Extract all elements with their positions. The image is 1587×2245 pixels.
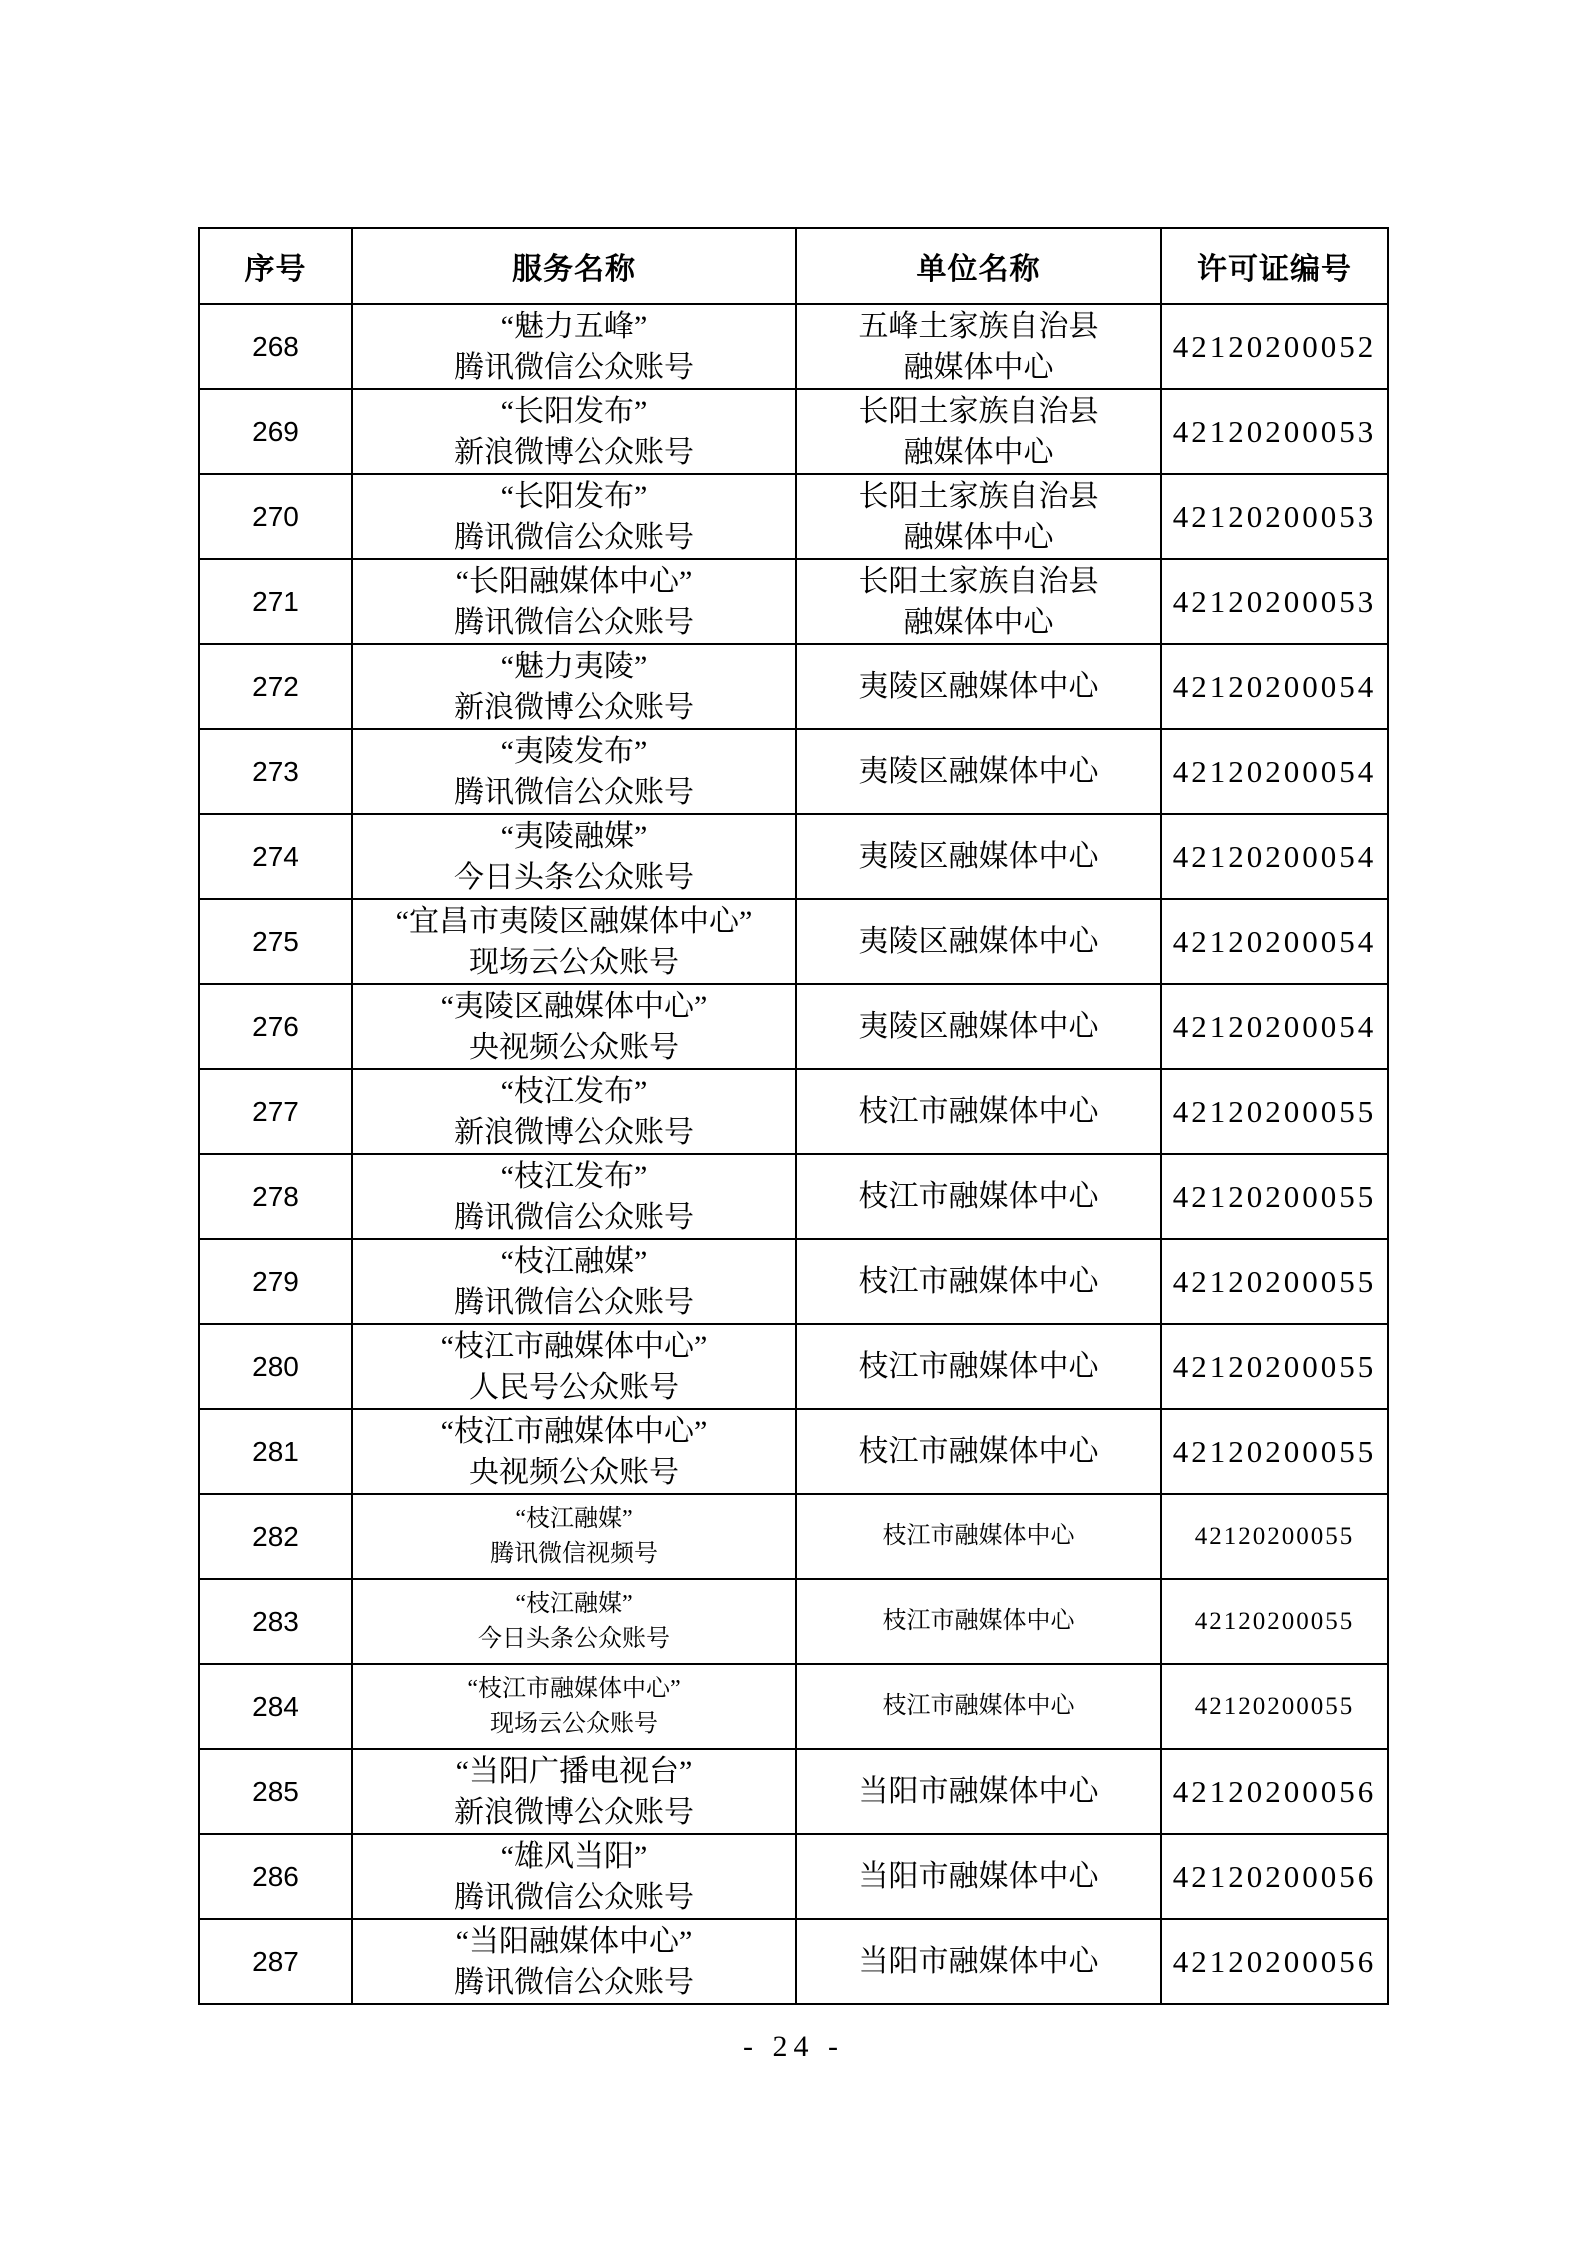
unit-cell [796, 389, 1161, 474]
service-type-line: 腾讯微信视频号 [490, 1540, 658, 1567]
unit-name-line: 枝江市融媒体中心 [882, 1693, 1075, 1719]
license-cell: 42120200055 [1161, 1239, 1388, 1324]
service-cell [352, 899, 796, 984]
service-type-line: 人民号公众账号 [469, 1370, 679, 1404]
service-name-line: “枝江市融媒体中心” [440, 1329, 708, 1363]
unit-name-line: 枝江市融媒体中心 [858, 1095, 1099, 1128]
serial-cell: 277 [199, 1069, 352, 1154]
service-cell [352, 1579, 796, 1664]
service-name-line: “夷陵区融媒体中心” [440, 989, 708, 1023]
table-row [199, 1409, 1388, 1494]
unit-name-line: 夷陵区融媒体中心 [858, 925, 1099, 958]
license-cell: 42120200054 [1161, 814, 1388, 899]
serial-cell: 284 [199, 1664, 352, 1749]
serial-cell: 279 [199, 1239, 352, 1324]
service-type-line: 现场云公众账号 [469, 945, 679, 979]
header-row [199, 228, 1388, 304]
service-type-line: 腾讯微信公众账号 [454, 605, 694, 639]
unit-cell [796, 304, 1161, 389]
service-cell [352, 729, 796, 814]
service-name-line: “宜昌市夷陵区融媒体中心” [395, 904, 753, 938]
license-cell: 42120200054 [1161, 644, 1388, 729]
unit-name-line: 当阳市融媒体中心 [858, 1860, 1099, 1893]
service-cell [352, 1154, 796, 1239]
unit-cell [796, 1494, 1161, 1579]
unit-name-line: 当阳市融媒体中心 [858, 1775, 1099, 1808]
license-table [198, 227, 1389, 2005]
serial-cell: 281 [199, 1409, 352, 1494]
table-row [199, 729, 1388, 814]
unit-name-line: 融媒体中心 [903, 520, 1054, 554]
unit-name-line: 枝江市融媒体中心 [882, 1608, 1075, 1634]
service-cell [352, 1069, 796, 1154]
serial-cell: 272 [199, 644, 352, 729]
license-cell: 42120200052 [1161, 304, 1388, 389]
serial-cell: 278 [199, 1154, 352, 1239]
unit-name-line: 融媒体中心 [903, 435, 1054, 469]
serial-cell: 270 [199, 474, 352, 559]
service-type-line: 现场云公众账号 [490, 1710, 658, 1737]
unit-cell [796, 1154, 1161, 1239]
unit-name-line: 枝江市融媒体中心 [858, 1435, 1099, 1468]
service-cell [352, 1324, 796, 1409]
service-name-line: “枝江融媒” [515, 1590, 633, 1617]
table-row [199, 1749, 1388, 1834]
table-row [199, 1579, 1388, 1664]
unit-cell [796, 1239, 1161, 1324]
license-cell: 42120200055 [1161, 1324, 1388, 1409]
license-cell: 42120200054 [1161, 984, 1388, 1069]
table-row [199, 1834, 1388, 1919]
license-cell: 42120200055 [1161, 1664, 1388, 1749]
service-type-line: 新浪微博公众账号 [454, 1795, 694, 1829]
table-row [199, 984, 1388, 1069]
table-row [199, 899, 1388, 984]
unit-cell [796, 1834, 1161, 1919]
license-cell: 42120200056 [1161, 1834, 1388, 1919]
service-type-line: 央视频公众账号 [469, 1455, 679, 1489]
unit-cell [796, 899, 1161, 984]
unit-name-line: 夷陵区融媒体中心 [858, 670, 1099, 703]
unit-name-line: 长阳土家族自治县 [858, 479, 1099, 513]
table-row [199, 1919, 1388, 2004]
table-row [199, 389, 1388, 474]
unit-name-line: 当阳市融媒体中心 [858, 1945, 1099, 1978]
unit-cell [796, 1324, 1161, 1409]
service-type-line: 新浪微博公众账号 [454, 435, 694, 469]
license-cell: 42120200055 [1161, 1409, 1388, 1494]
service-type-line: 腾讯微信公众账号 [454, 1965, 694, 1999]
service-name-line: “当阳广播电视台” [455, 1754, 693, 1788]
page-number: - 24 - [743, 2030, 844, 2063]
service-cell [352, 1664, 796, 1749]
service-name-line: “雄风当阳” [500, 1839, 648, 1873]
table-row [199, 1069, 1388, 1154]
serial-cell: 282 [199, 1494, 352, 1579]
serial-cell: 269 [199, 389, 352, 474]
service-type-line: 腾讯微信公众账号 [454, 1285, 694, 1319]
service-type-line: 腾讯微信公众账号 [454, 1880, 694, 1914]
unit-cell [796, 1579, 1161, 1664]
table-body [199, 304, 1388, 2004]
service-cell [352, 984, 796, 1069]
service-cell [352, 1409, 796, 1494]
service-name-line: “枝江融媒” [500, 1244, 648, 1278]
license-cell: 42120200054 [1161, 899, 1388, 984]
service-type-line: 腾讯微信公众账号 [454, 1200, 694, 1234]
service-cell [352, 304, 796, 389]
service-name-line: “枝江发布” [500, 1159, 648, 1193]
service-name-line: “枝江市融媒体中心” [440, 1414, 708, 1448]
serial-cell: 273 [199, 729, 352, 814]
unit-name-line: 枝江市融媒体中心 [882, 1523, 1075, 1549]
service-type-line: 央视频公众账号 [469, 1030, 679, 1064]
license-cell: 42120200055 [1161, 1069, 1388, 1154]
service-type-line: 今日头条公众账号 [478, 1625, 670, 1652]
serial-cell: 287 [199, 1919, 352, 2004]
unit-cell [796, 1749, 1161, 1834]
unit-cell [796, 984, 1161, 1069]
unit-name-line: 融媒体中心 [903, 605, 1054, 639]
column-header-license: 许可证编号 [1161, 228, 1388, 304]
license-cell: 42120200055 [1161, 1154, 1388, 1239]
column-header-service: 服务名称 [352, 228, 796, 304]
service-name-line: “夷陵融媒” [500, 819, 648, 853]
table-row [199, 1239, 1388, 1324]
service-cell [352, 559, 796, 644]
service-cell [352, 474, 796, 559]
serial-cell: 274 [199, 814, 352, 899]
license-cell: 42120200055 [1161, 1494, 1388, 1579]
unit-name-line: 枝江市融媒体中心 [858, 1265, 1099, 1298]
serial-cell: 276 [199, 984, 352, 1069]
unit-cell [796, 474, 1161, 559]
service-cell [352, 1919, 796, 2004]
license-cell: 42120200054 [1161, 729, 1388, 814]
unit-name-line: 夷陵区融媒体中心 [858, 840, 1099, 873]
unit-cell [796, 559, 1161, 644]
table-row [199, 1664, 1388, 1749]
column-header-unit: 单位名称 [796, 228, 1161, 304]
service-type-line: 今日头条公众账号 [454, 860, 694, 894]
unit-name-line: 夷陵区融媒体中心 [858, 1010, 1099, 1043]
unit-name-line: 长阳土家族自治县 [858, 394, 1099, 428]
unit-cell [796, 644, 1161, 729]
service-name-line: “枝江融媒” [515, 1505, 633, 1532]
serial-cell: 285 [199, 1749, 352, 1834]
license-cell: 42120200056 [1161, 1749, 1388, 1834]
unit-cell [796, 1919, 1161, 2004]
table-row [199, 814, 1388, 899]
table-row [199, 1324, 1388, 1409]
service-cell [352, 814, 796, 899]
service-name-line: “长阳发布” [500, 479, 648, 513]
license-cell: 42120200053 [1161, 474, 1388, 559]
service-cell [352, 1834, 796, 1919]
unit-name-line: 枝江市融媒体中心 [858, 1180, 1099, 1213]
unit-name-line: 长阳土家族自治县 [858, 564, 1099, 598]
service-cell [352, 1494, 796, 1579]
serial-cell: 283 [199, 1579, 352, 1664]
service-name-line: “当阳融媒体中心” [455, 1924, 693, 1958]
service-type-line: 新浪微博公众账号 [454, 690, 694, 724]
service-name-line: “魅力夷陵” [500, 649, 648, 683]
table-row [199, 644, 1388, 729]
unit-cell [796, 1409, 1161, 1494]
serial-cell: 280 [199, 1324, 352, 1409]
license-cell: 42120200055 [1161, 1579, 1388, 1664]
table-row [199, 1154, 1388, 1239]
service-name-line: “魅力五峰” [500, 309, 648, 343]
serial-cell: 275 [199, 899, 352, 984]
service-type-line: 新浪微博公众账号 [454, 1115, 694, 1149]
unit-name-line: 五峰土家族自治县 [858, 309, 1099, 343]
table-row [199, 559, 1388, 644]
unit-cell [796, 729, 1161, 814]
service-cell [352, 644, 796, 729]
unit-cell [796, 814, 1161, 899]
serial-cell: 271 [199, 559, 352, 644]
service-type-line: 腾讯微信公众账号 [454, 520, 694, 554]
service-name-line: “夷陵发布” [500, 734, 648, 768]
unit-name-line: 夷陵区融媒体中心 [858, 755, 1099, 788]
unit-name-line: 融媒体中心 [903, 350, 1054, 384]
unit-name-line: 枝江市融媒体中心 [858, 1350, 1099, 1383]
service-name-line: “长阳融媒体中心” [455, 564, 693, 598]
service-cell [352, 1749, 796, 1834]
service-type-line: 腾讯微信公众账号 [454, 350, 694, 384]
unit-cell [796, 1069, 1161, 1154]
service-name-line: “枝江发布” [500, 1074, 648, 1108]
column-header-serial: 序号 [199, 228, 352, 304]
service-cell [352, 1239, 796, 1324]
service-name-line: “长阳发布” [500, 394, 648, 428]
service-name-line: “枝江市融媒体中心” [467, 1675, 681, 1702]
serial-cell: 286 [199, 1834, 352, 1919]
table-row [199, 304, 1388, 389]
license-cell: 42120200053 [1161, 389, 1388, 474]
service-cell [352, 389, 796, 474]
unit-cell [796, 1664, 1161, 1749]
serial-cell: 268 [199, 304, 352, 389]
service-type-line: 腾讯微信公众账号 [454, 775, 694, 809]
table-row [199, 474, 1388, 559]
table-row [199, 1494, 1388, 1579]
license-cell: 42120200056 [1161, 1919, 1388, 2004]
license-cell: 42120200053 [1161, 559, 1388, 644]
